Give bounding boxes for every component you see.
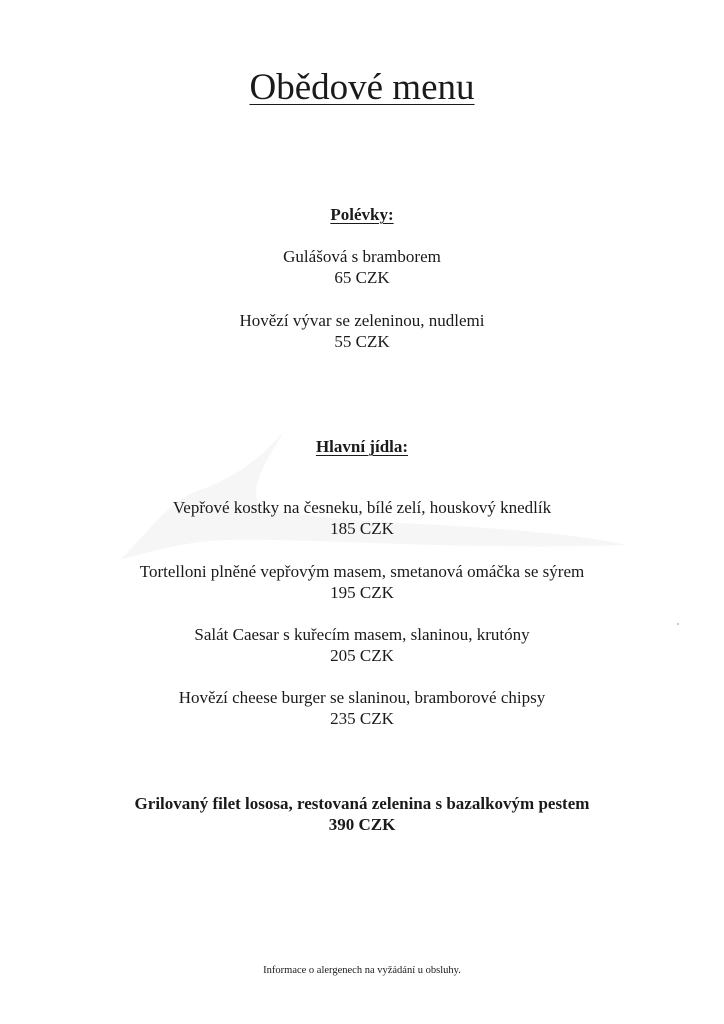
menu-item xyxy=(0,687,724,729)
page-title xyxy=(0,66,724,110)
menu-item-price: 55 CZK xyxy=(334,332,390,351)
menu-item xyxy=(0,310,724,352)
menu-item xyxy=(0,246,724,288)
menu-item-price: 65 CZK xyxy=(334,268,390,287)
section-heading-soups-text: Polévky: xyxy=(330,205,394,224)
allergen-note: Informace o alergenech na vyžádání u obsluhy. xyxy=(263,965,461,976)
menu-item-featured xyxy=(0,793,724,835)
scan-speck xyxy=(677,623,679,625)
menu-item-price: 185 CZK xyxy=(330,519,394,538)
menu-item xyxy=(0,561,724,603)
menu-item-price: 390 CZK xyxy=(328,815,396,834)
menu-item xyxy=(0,497,724,539)
page-title-text: Obědové menu xyxy=(249,67,475,108)
menu-item xyxy=(0,624,724,666)
menu-item-name: Hovězí vývar se zeleninou, nudlemi xyxy=(239,311,485,330)
menu-item-name: Salát Caesar s kuřecím masem, slaninou, krutóny xyxy=(194,625,530,644)
section-heading-main-dishes xyxy=(0,437,724,457)
menu-item-price: 195 CZK xyxy=(330,583,394,602)
menu-item-name: Vepřové kostky na česneku, bílé zelí, houskový knedlík xyxy=(172,498,552,517)
menu-item-name: Tortelloni plněné vepřovým masem, smetanová omáčka se sýrem xyxy=(139,562,585,581)
section-heading-main-dishes-text: Hlavní jídla: xyxy=(315,437,409,456)
menu-item-name: Grilovaný filet lososa, restovaná zelenina s bazalkovým pestem xyxy=(134,794,590,813)
menu-item-price: 235 CZK xyxy=(330,709,394,728)
section-heading-soups xyxy=(0,205,724,225)
menu-item-name: Hovězí cheese burger se slaninou, bramborové chipsy xyxy=(178,688,546,707)
menu-item-price: 205 CZK xyxy=(330,646,394,665)
menu-item-name: Gulášová s bramborem xyxy=(283,247,441,266)
